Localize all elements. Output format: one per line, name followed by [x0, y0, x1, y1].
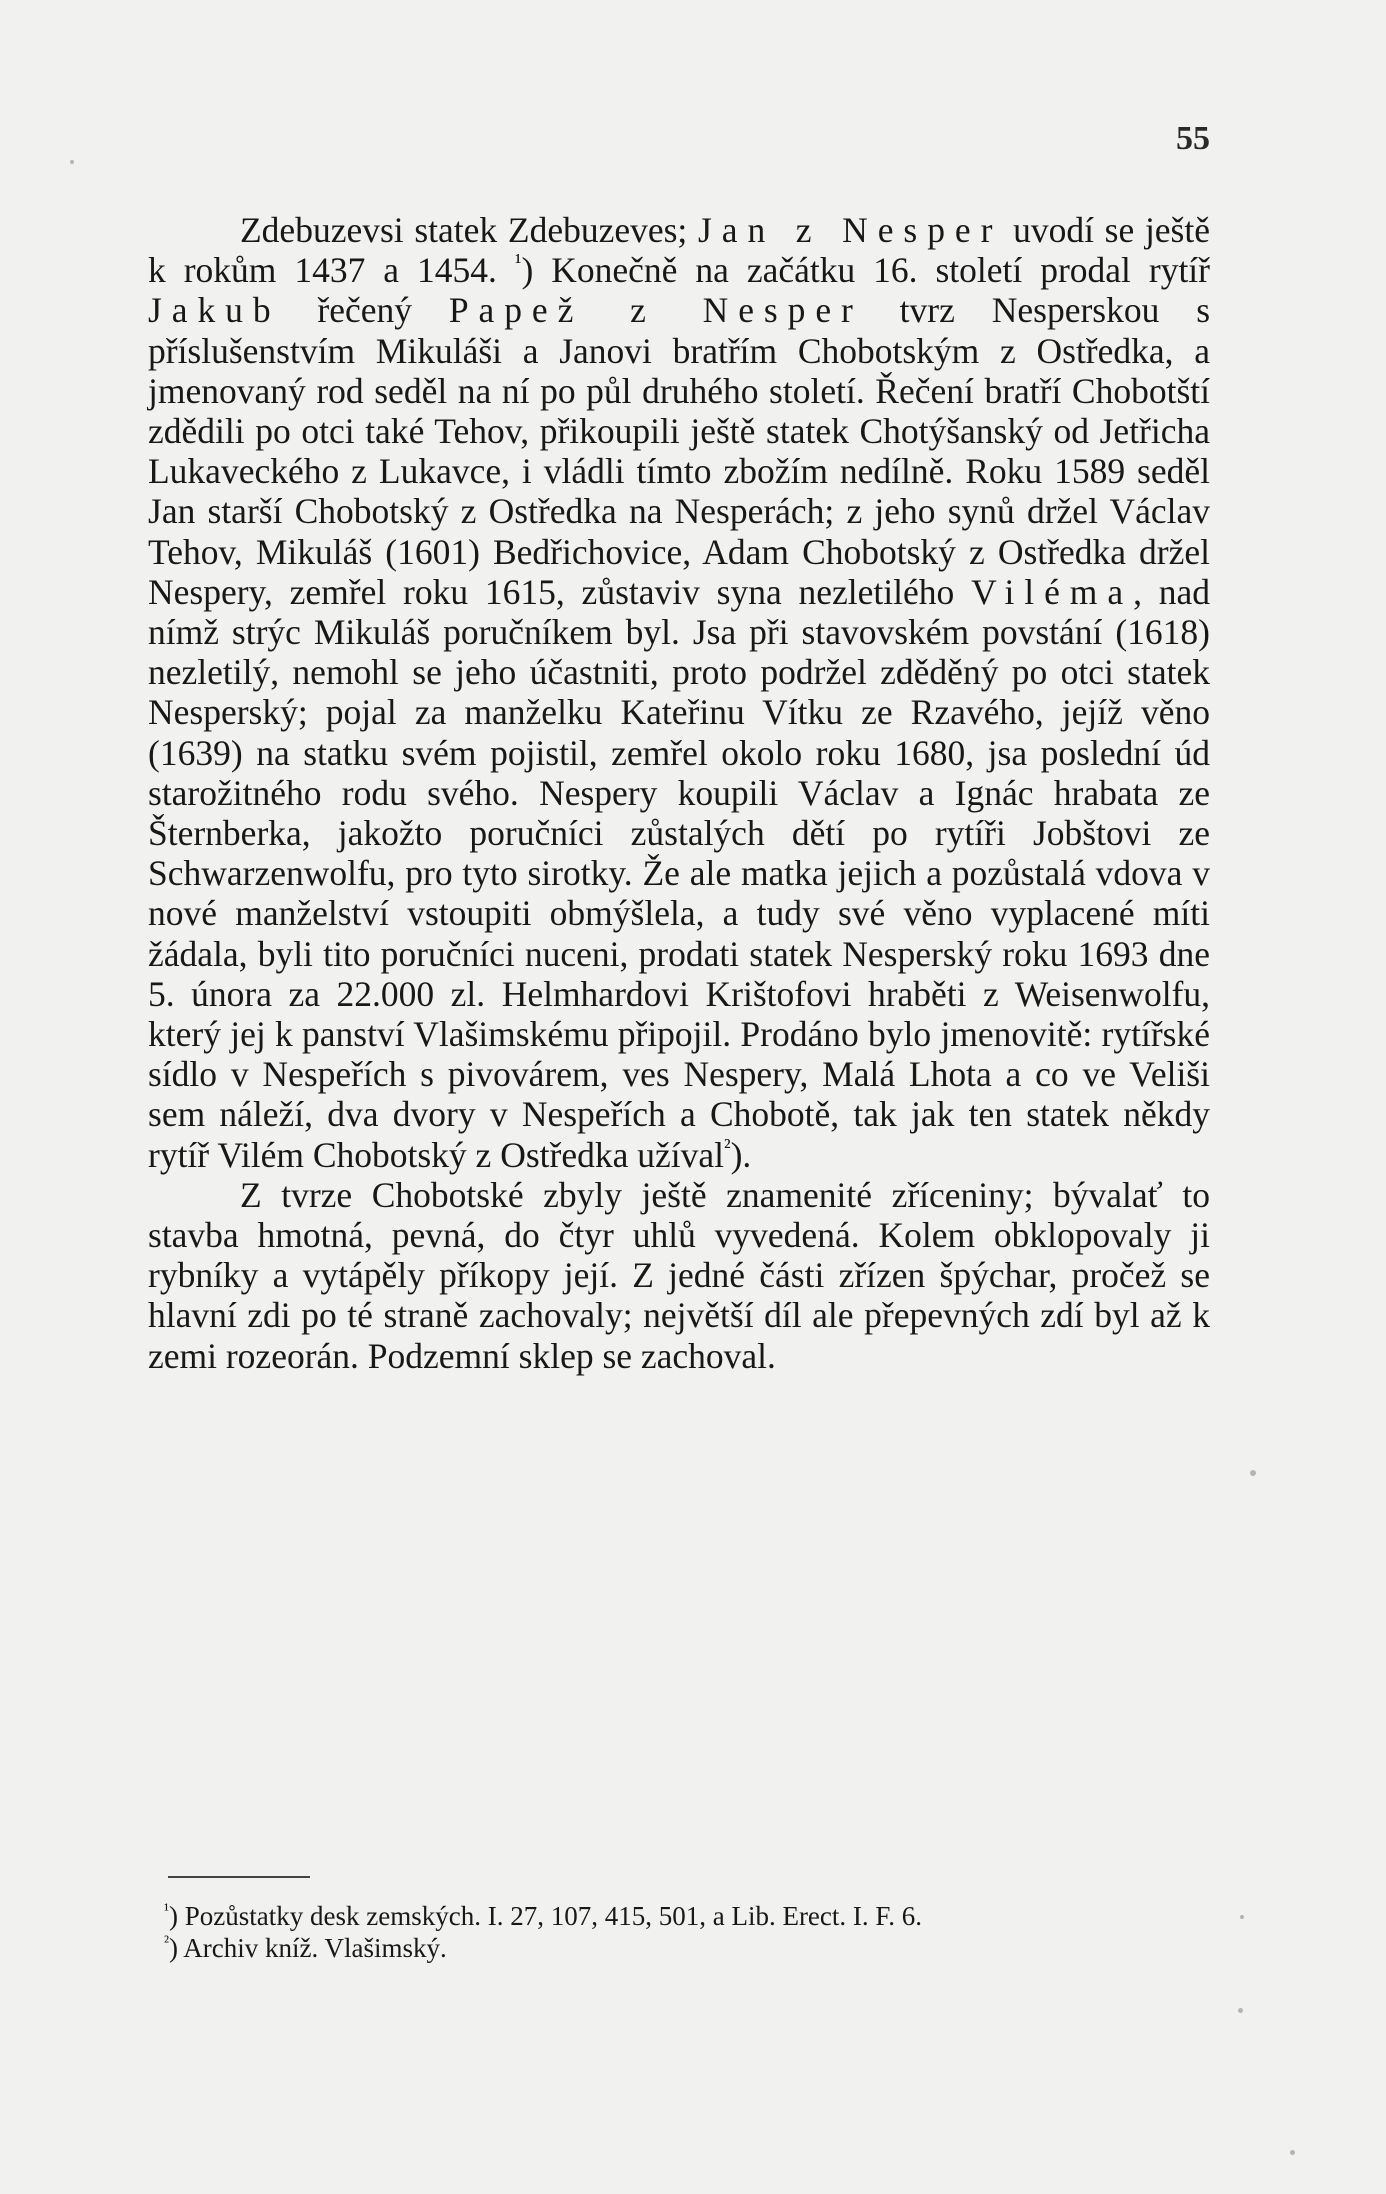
name-jan-z-nesper: Jan z Nesper: [698, 210, 1003, 250]
scan-speck: [1290, 2150, 1295, 2155]
footnote-text: Archiv kníž. Vlašimský.: [178, 1933, 447, 1963]
name-vilema: Viléma: [971, 571, 1134, 612]
footnote-paren: ): [169, 1933, 179, 1963]
main-text: [148, 210, 1210, 1376]
paragraph-1: [148, 210, 1210, 1175]
name-jakub: Jakub: [148, 290, 281, 331]
footnote-divider: [168, 1876, 310, 1878]
text-run: , nad nímž strýc Mikuláš poručníkem byl. Jsa při stavovském povstání (1618) nezletilý, nemohl se jeho účastniti, proto podržel zděděný po otci statek Nesperský; pojal za manželku Kateřinu Vítku ze Rzavého, jejíž věno (1639) na statku svém pojistil, zemřel okolo roku 1680, jsa poslední úd starožitného rodu svého. Nespery koupili Václav a Ignác hrabata ze Šternberka, jakožto poručníci zůstalých dětí po rytíři Jobštovi ze Schwarzenwolfu, pro tyto sirotky. Že ale matka jejich a pozůstalá vdova v nové manželství vstoupiti obmýšlela, a tudy své věno vyplacené míti žádala, byli tito poručníci nuceni, prodati statek Nesperský roku 1693 dne 5. února za 22.000 zl. Helmhardovi Krištofovi hraběti z Weisenwolfu, který jej k panství Vlašimskému připojil. Prodáno bylo jmenovitě: rytířské sídlo v Nespeřích s pivovárem, ves Nespery, Malá Lhota a co ve Veliši sem náleží, dva dvory v Nespeřích a Chobotě, tak jak ten statek někdy rytíř Vilém Chobotský z Ostředka užíval: [148, 571, 1210, 1175]
footnote-ref-2: ²: [723, 1133, 731, 1159]
text-run: tvrz Nesperskou s příslušenstvím Mikuláši a Janovi bratřím Chobotským z Ostředka, a jmenovaný rod seděl na ní po půl druhého století. Řečení bratří Chobotští zdědili po otci také Tehov, přikoupili ještě statek Chotýšanský od Jetřicha Lukaveckého z Lukavce, i vládli tímto zbožím nedílně. Roku 1589 seděl Jan starší Chobotský z Ostředka na Nesperách; z jeho synů držel Václav Tehov, Mikuláš (1601) Bedřichovice, Adam Chobotský z Ostředka držel Nespery, zemřel roku 1615, zůstaviv syna nezletilého: [148, 290, 1211, 612]
footnotes: [164, 1900, 1214, 1964]
scan-speck: [1250, 1470, 1256, 1476]
paragraph-2: Z tvrze Chobotské zbyly ještě znamenité zříceniny; bývalať to stavba hmotná, pevná, do čtyr uhlů vyvedená. Kolem obklopovaly ji rybníky a vytápěly příkopy její. Z jedné části zřízen špýchar, pročež se hlavní zdi po té straně zachovaly; největší díl ale přepevných zdí byl až k zemi rozeorán. Podzemní sklep se zachoval.: [148, 1174, 1210, 1376]
text-run: ).: [730, 1134, 752, 1175]
footnote-paren: ): [169, 1901, 179, 1931]
scan-speck: [70, 160, 74, 164]
scan-speck: [1240, 1915, 1244, 1919]
footnote-marker: ²: [164, 1932, 170, 1951]
name-papez-z-nesper: Papež z Nesper: [448, 290, 863, 331]
text-run: ) Konečně na začátku 16. století prodal rytíř: [521, 250, 1210, 291]
footnote-text: Pozůstatky desk zemských. I. 27, 107, 415, 501, a Lib. Erect. I. F. 6.: [178, 1901, 922, 1931]
footnote-marker: ¹: [164, 1900, 170, 1919]
text-run: Zdebuzevsi statek Zdebuzeves;: [240, 210, 698, 250]
page-number: 55: [1176, 120, 1210, 157]
scan-speck: [1238, 2008, 1243, 2013]
text-run: uvodí se ještě k rokům 1437 a 1454.: [148, 210, 1210, 291]
footnote-2: [164, 1932, 1214, 1964]
footnote-1: [164, 1900, 1214, 1932]
text-run: řečený: [280, 290, 449, 331]
footnote-ref-1: ¹: [514, 249, 522, 275]
